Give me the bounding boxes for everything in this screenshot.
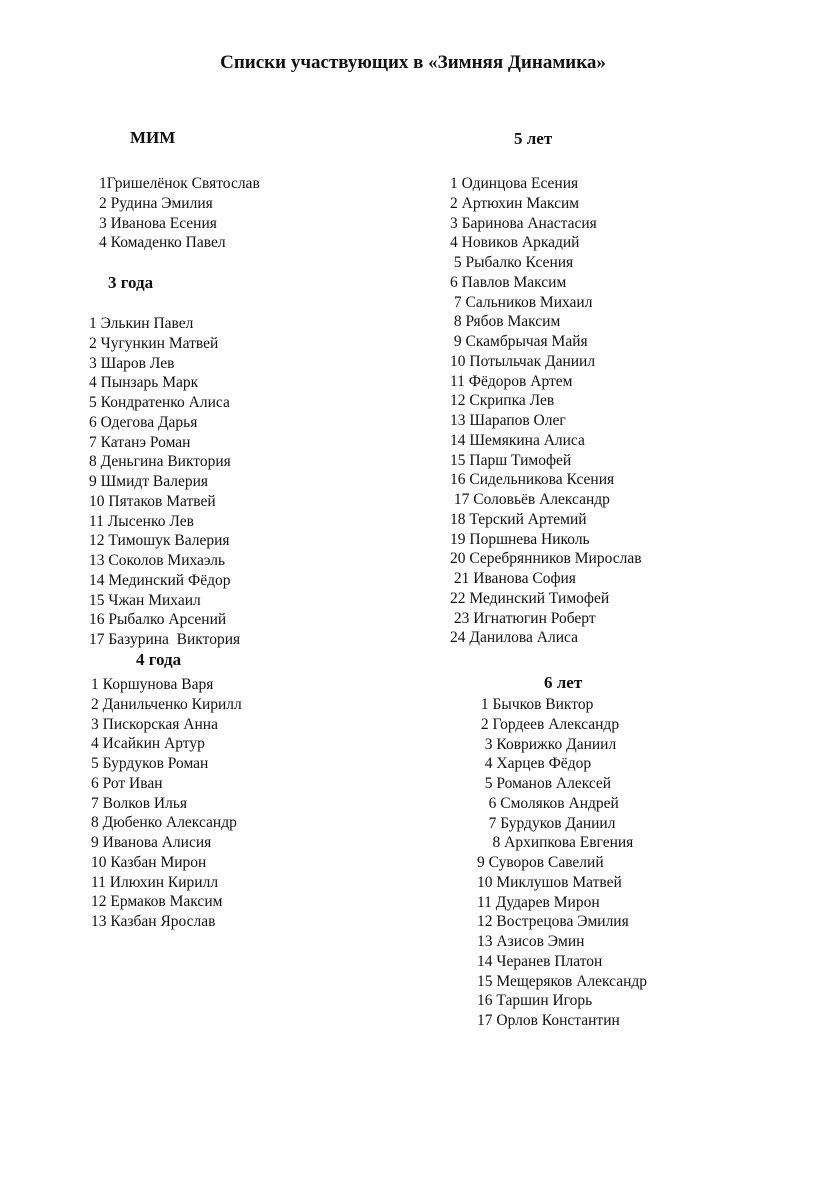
- participant-item: 9 Шмидт Валерия: [89, 473, 209, 490]
- list-6-years: [477, 695, 647, 1031]
- participant-item: 9 Суворов Савелий: [477, 854, 604, 871]
- participant-item: 23 Игнатюгин Роберт: [450, 609, 596, 627]
- participant-item: 4 Комаденко Павел: [99, 234, 226, 252]
- participant-item: 6 Павлов Максим: [450, 273, 567, 291]
- participant-item: 12 Ермаков Максим: [91, 893, 223, 911]
- participant-item: 13 Соколов Михаэль: [89, 552, 226, 569]
- participant-item: 17 Соловьёв Александр: [450, 491, 610, 508]
- participant-item: 21 Иванова София: [450, 570, 576, 587]
- heading-5-years: 5 лет: [514, 129, 553, 148]
- participant-item: 3 Баринова Анастасия: [450, 214, 597, 232]
- participant-item: 10 Казбан Мирон: [91, 853, 207, 871]
- participant-item: 16 Сидельникова Ксения: [450, 471, 615, 489]
- participant-item: 5 Бурдуков Роман: [91, 755, 209, 772]
- participant-item: 7 Бурдуков Даниил: [477, 814, 616, 832]
- participant-item: 16 Рыбалко Арсений: [89, 611, 227, 629]
- participant-item: 8 Рябов Максим: [450, 313, 561, 331]
- participant-item: 8 Архипкова Евгения: [477, 834, 634, 852]
- heading-mim: МИМ: [130, 128, 176, 147]
- participant-item: 1Гришелёнок Святослав: [99, 175, 260, 192]
- list-4-years: [91, 675, 242, 932]
- participant-item: 7 Сальников Михаил: [450, 293, 593, 311]
- heading-4-years: 4 года: [136, 650, 182, 669]
- participant-item: 1 Одинцова Есения: [450, 175, 579, 192]
- participant-item: 2 Чугункин Матвей: [89, 334, 219, 352]
- participant-item: 15 Мещеряков Александр: [477, 972, 648, 990]
- participant-item: 4 Пынзарь Марк: [89, 374, 199, 392]
- participant-item: 12 Тимошук Валерия: [89, 532, 230, 550]
- participant-item: 14 Черанев Платон: [477, 952, 603, 970]
- participant-item: 5 Романов Алексей: [477, 775, 612, 792]
- participant-item: 12 Скрипка Лев: [450, 392, 555, 410]
- participant-item: 2 Гордеев Александр: [477, 715, 620, 733]
- participant-item: 2 Артюхин Максим: [450, 194, 580, 212]
- participant-item: 3 Шаров Лев: [89, 354, 175, 372]
- participant-item: 1 Элькин Павел: [89, 315, 194, 332]
- participant-item: 15 Парш Тимофей: [450, 451, 572, 469]
- participant-item: 2 Данильченко Кирилл: [91, 695, 242, 713]
- participant-item: 5 Кондратенко Алиса: [89, 394, 230, 411]
- participant-item: 1 Коршунова Варя: [91, 676, 214, 693]
- participant-item: 4 Новиков Аркадий: [450, 234, 580, 252]
- participant-item: 12 Вострецова Эмилия: [477, 913, 629, 931]
- participant-item: 19 Поршнева Николь: [450, 530, 590, 548]
- participant-item: 2 Рудина Эмилия: [99, 194, 213, 212]
- participant-item: 9 Иванова Алисия: [91, 834, 212, 851]
- participant-item: 17 Базурина Виктория: [89, 631, 241, 648]
- participant-item: 18 Терский Артемий: [450, 510, 587, 528]
- participant-item: 8 Дюбенко Александр: [91, 814, 237, 832]
- participant-item: 24 Данилова Алиса: [450, 629, 578, 647]
- participant-item: 13 Казбан Ярослав: [91, 913, 216, 930]
- participant-item: 7 Катанэ Роман: [89, 433, 191, 451]
- participant-item: 16 Таршин Игорь: [477, 992, 593, 1010]
- participant-item: 4 Харцев Фёдор: [477, 755, 592, 773]
- participant-item: 11 Дударев Мирон: [477, 893, 600, 911]
- list-mim: [99, 174, 260, 253]
- participant-item: 10 Потыльчак Даниил: [450, 352, 596, 370]
- participant-item: 20 Серебрянников Мирослав: [450, 550, 642, 568]
- list-5-years: [450, 174, 642, 648]
- participant-item: 11 Фёдоров Артем: [450, 372, 573, 390]
- participant-item: 15 Чжан Михаил: [89, 591, 201, 609]
- participant-item: 17 Орлов Константин: [477, 1012, 620, 1029]
- participant-item: 22 Мединский Тимофей: [450, 589, 610, 607]
- participant-item: 9 Скамбрычая Майя: [450, 333, 588, 350]
- participant-item: 3 Пискорская Анна: [91, 715, 218, 733]
- participant-item: 3 Коврижко Даниил: [477, 735, 617, 753]
- heading-6-years: 6 лет: [544, 673, 583, 692]
- participant-item: 1 Бычков Виктор: [477, 696, 594, 713]
- document-title: Списки участвующих в «Зимняя Динамика»: [220, 52, 606, 73]
- participant-item: 11 Лысенко Лев: [89, 512, 194, 530]
- participant-item: 6 Рот Иван: [91, 774, 163, 792]
- participant-item: 14 Шемякина Алиса: [450, 431, 585, 449]
- participant-item: 6 Смоляков Андрей: [477, 794, 619, 812]
- participant-item: 4 Исайкин Артур: [91, 735, 205, 753]
- participant-item: 14 Мединский Фёдор: [89, 571, 231, 589]
- heading-3-years: 3 года: [108, 273, 154, 292]
- participant-item: 5 Рыбалко Ксения: [450, 254, 574, 271]
- participant-item: 13 Азисов Эмин: [477, 933, 585, 950]
- participant-item: 8 Деньгина Виктория: [89, 453, 231, 471]
- list-3-years: [89, 314, 240, 650]
- participant-item: 6 Одегова Дарья: [89, 413, 198, 431]
- participant-item: 13 Шарапов Олег: [450, 412, 566, 429]
- participant-item: 7 Волков Илья: [91, 794, 188, 812]
- participant-item: 11 Илюхин Кирилл: [91, 873, 219, 891]
- participant-item: 3 Иванова Есения: [99, 214, 217, 232]
- participant-item: 10 Миклушов Матвей: [477, 873, 622, 891]
- participant-item: 10 Пятаков Матвей: [89, 492, 216, 510]
